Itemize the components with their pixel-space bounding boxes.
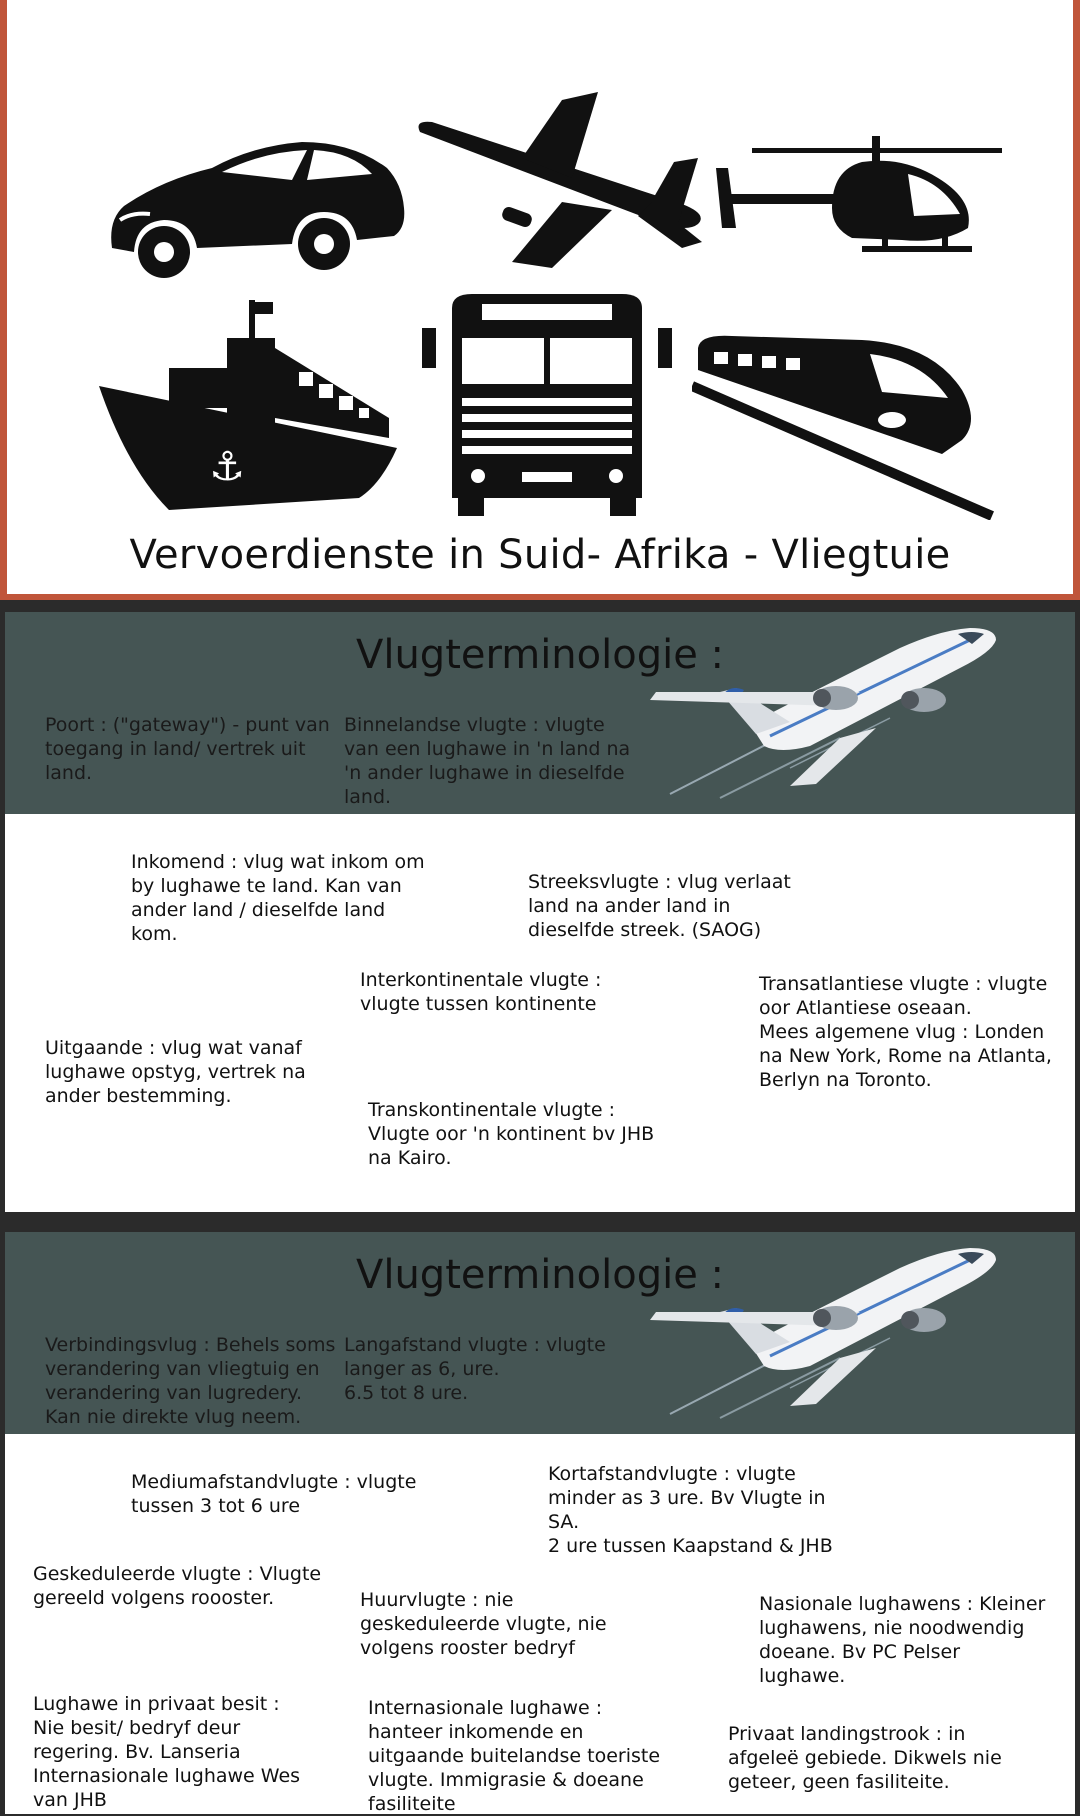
car-icon <box>102 128 412 288</box>
jet-airplane-icon <box>640 1238 1020 1428</box>
helicopter-icon <box>712 128 1002 258</box>
terminology-panel-2 <box>5 1232 1075 1814</box>
cover-slide-inner <box>7 0 1073 594</box>
terminology-band-2 <box>5 1232 1075 1434</box>
airplane-icon <box>412 92 712 272</box>
terminology-band-1 <box>5 612 1075 814</box>
train-icon <box>692 330 1002 520</box>
term-mediumafstandvlugte: Mediumafstandvlugte : vlugte tussen 3 tot 6 ure <box>131 1471 417 1517</box>
cover-title: Vervoerdienste in Suid- Afrika - Vliegtuie <box>129 532 951 578</box>
term-privaat-landingstrook: Privaat landingstrook : in afgeleë gebiede. Dikwels nie geteer, geen fasiliteite. <box>728 1723 1002 1793</box>
term-geskeduleerde-vlugte: Geskeduleerde vlugte : Vlugte gereeld volgens roooster. <box>33 1563 322 1609</box>
term-streeksvlugte: Streeksvlugte : vlug verlaat land na ander land in dieselfde streek. (SAOG) <box>528 871 791 941</box>
term-transatlantiese-vlugte: Transatlantiese vlugte : vlugte oor Atlantiese oseaan. Mees algemene vlug : Londen na New York, Rome na Atlanta, Berlyn na Toronto. <box>759 973 1052 1091</box>
term-binnelandse-vlugte: Binnelandse vlugte : vlugte van een lughawe in 'n land na 'n ander lughawe in dieselfde land. <box>344 714 631 808</box>
term-uitgaande: Uitgaande : vlug wat vanaf lughawe opstyg, vertrek na ander bestemming. <box>45 1037 306 1107</box>
term-verbindingsvlug: Verbindingsvlug : Behels soms verandering van vliegtuig en verandering van lugredery. Kan nie direkte vlug neem. <box>45 1334 336 1428</box>
term-langafstand-vlugte: Langafstand vlugte : vlugte langer as 6, ure. 6.5 tot 8 ure. <box>344 1334 606 1404</box>
term-huurvlugte: Huurvlugte : nie geskeduleerde vlugte, nie volgens rooster bedryf <box>360 1589 607 1659</box>
ship-icon <box>99 298 409 512</box>
term-poort: Poort : ("gateway") - punt van toegang in land/ vertrek uit land. <box>45 714 330 784</box>
term-nasionale-lughawens: Nasionale lughawens : Kleiner lughawens, nie noodwendig doeane. Bv PC Pelser lughawe. <box>759 1593 1046 1687</box>
term-lughawe-privaat-besit: Lughawe in privaat besit : Nie besit/ bedryf deur regering. Bv. Lanseria Internasionale lughawe Wes van JHB <box>33 1693 301 1811</box>
svg-text:⚓: ⚓ <box>209 444 245 490</box>
term-interkontinentale-vlugte: Interkontinentale vlugte : vlugte tussen kontinente <box>360 969 602 1015</box>
terminology-panel-1 <box>5 612 1075 1212</box>
term-transkontinentale-vlugte: Transkontinentale vlugte : Vlugte oor 'n kontinent bv JHB na Kairo. <box>368 1099 655 1169</box>
panel-heading: Vlugterminologie : <box>355 632 725 678</box>
bus-icon <box>422 288 672 518</box>
jet-airplane-icon <box>640 618 1020 808</box>
term-internasionale-lughawe: Internasionale lughawe : hanteer inkomende en uitgaande buitelandse toeriste vlugte. Immigrasie & doeane fasiliteite <box>368 1697 661 1815</box>
term-kortafstandvlugte: Kortafstandvlugte : vlugte minder as 3 ure. Bv Vlugte in SA. 2 ure tussen Kaapstand & JHB <box>548 1463 833 1557</box>
panel-heading: Vlugterminologie : <box>355 1252 725 1298</box>
cover-slide <box>0 0 1080 600</box>
term-inkomend: Inkomend : vlug wat inkom om by lughawe te land. Kan van ander land / dieselfde land kom. <box>131 851 425 945</box>
